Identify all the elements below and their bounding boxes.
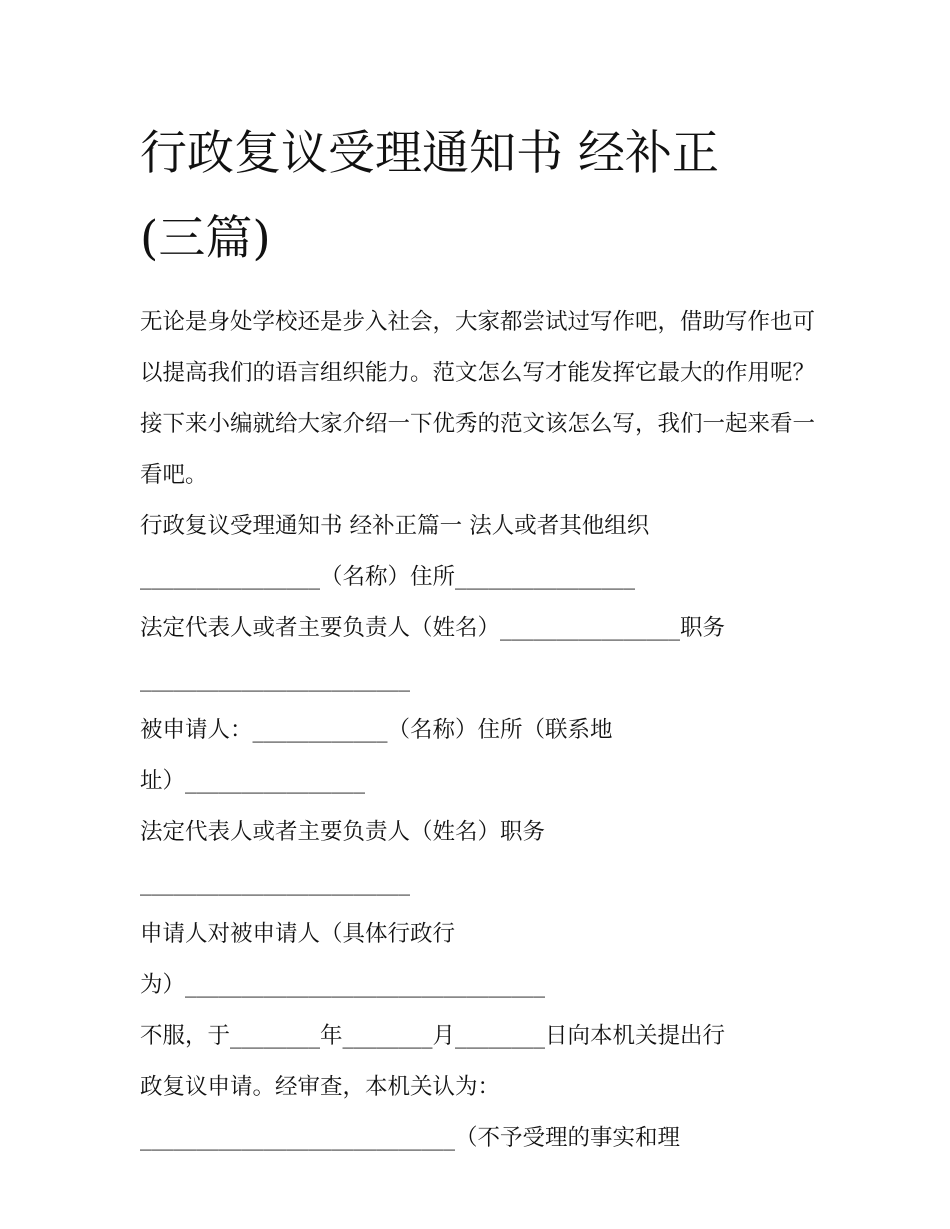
form-line-blank: ________________________: [140, 666, 410, 693]
form-line-address: 址）________________: [140, 768, 366, 795]
document-page: [140, 112, 820, 1164]
form-line-respondent: 被申请人：____________（名称）住所（联系地: [140, 717, 613, 744]
form-line-action: 为）________________________________: [140, 972, 546, 999]
form-line-heading: 行政复议受理通知书 经补正篇一 法人或者其他组织: [140, 513, 650, 540]
document-title: 行政复议受理通知书 经补正(三篇): [140, 126, 719, 266]
form-body: [140, 501, 820, 1164]
intro-paragraph: 无论是身处学校还是步入社会，大家都尝试过写作吧，借助写作也可以提高我们的语言组织能力。范文怎么写才能发挥它最大的作用呢？接下来小编就给大家介绍一下优秀的范文该怎么写，我们一起来看一看吧。: [140, 309, 816, 489]
form-line-representative-2: 法定代表人或者主要负责人（姓名）职务: [140, 819, 546, 846]
form-line-reason: ____________________________（不予受理的事实和理: [140, 1125, 681, 1152]
form-line-representative: 法定代表人或者主要负责人（姓名）________________职务: [140, 615, 726, 642]
form-line-name-address: ________________（名称）住所________________: [140, 564, 636, 591]
form-line-blank-2: ________________________: [140, 870, 410, 897]
form-line-review: 政复议申请。经审查，本机关认为：: [140, 1074, 501, 1101]
form-line-date: 不服，于________年________月________日向本机关提出行: [140, 1023, 726, 1050]
form-line-applicant: 申请人对被申请人（具体行政行: [140, 921, 456, 948]
